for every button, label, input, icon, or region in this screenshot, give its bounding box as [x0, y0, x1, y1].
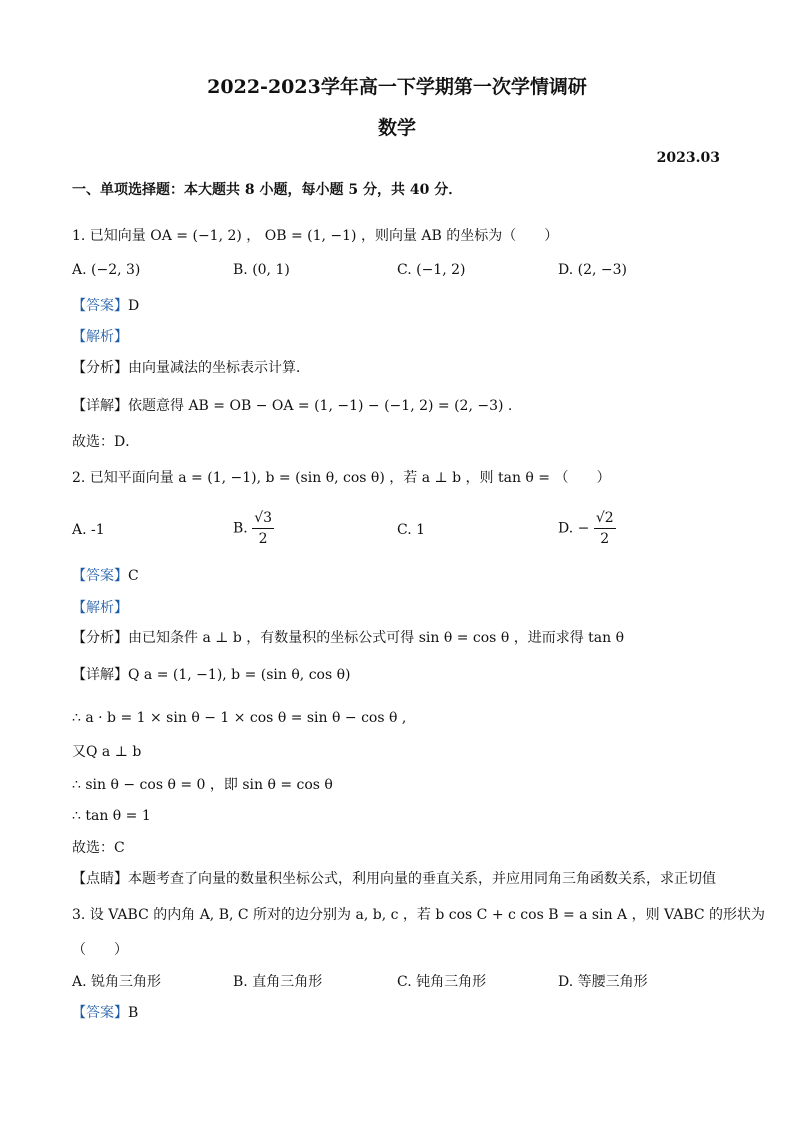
exam-date: 2023.03: [656, 150, 720, 166]
q2-analysis: [72, 598, 128, 618]
q1-stem: 1. 已知向量 OA = (−1, 2) ， OB = (1, −1) ，则向量 AB 的坐标为（ ）: [72, 228, 559, 244]
q2-step-1: ∴ a · b = 1 × sin θ − 1 × cos θ = sin θ − cos θ ,: [72, 710, 407, 726]
exam-subject: 数学: [377, 117, 416, 139]
q2-answer: [72, 566, 139, 586]
answer-value: D: [128, 298, 140, 314]
q3-option-a: A. 锐角三角形: [72, 974, 162, 990]
q2-step-3: ∴ sin θ − cos θ = 0 ，即 sin θ = cos θ: [72, 777, 333, 793]
analysis-tag: 【解析】: [72, 329, 128, 345]
q2-option-b: B. $\frac{√3}{2}$: [233, 510, 273, 547]
answer-tag: 【答案】: [72, 298, 128, 314]
q1-fenxi: [72, 358, 310, 378]
q2-xiangjie: [72, 665, 350, 685]
answer-tag: 【答案】: [72, 568, 128, 584]
q2-stem: 2. 已知平面向量 a = (1, −1), b = (sin θ, cos θ) ，若 a ⊥ b ，则 tan θ = （ ）: [72, 470, 611, 486]
q2-step-4: ∴ tan θ = 1: [72, 808, 151, 824]
answer-value: C: [128, 568, 139, 584]
fenxi-tag: 【分析】: [72, 630, 128, 646]
q1-xiangjie: [72, 396, 512, 416]
exam-title: 2022-2023学年高一下学期第一次学情调研: [207, 76, 587, 98]
xiangjie-tag: 【详解】: [72, 398, 128, 414]
q3-option-d: D. 等腰三角形: [558, 974, 648, 990]
fenxi-text: 由已知条件 a ⊥ b ，有数量积的坐标公式可得 sin θ = cos θ ，进而求得 tan θ: [128, 630, 625, 646]
answer-tag: 【答案】: [72, 1005, 128, 1021]
q2-dianjing: [72, 869, 716, 889]
xiangjie-text: Q a = (1, −1), b = (sin θ, cos θ): [128, 667, 351, 683]
q3-option-b: B. 直角三角形: [233, 974, 323, 990]
xiangjie-tag: 【详解】: [72, 667, 128, 683]
q1-option-b: B. (0, 1): [233, 262, 290, 278]
q1-option-d: D. (2, −3): [558, 262, 627, 278]
q1-option-c: C. (−1, 2): [397, 262, 466, 278]
q2-option-c: C. 1: [397, 522, 426, 538]
q2-conclusion: 故选：C: [72, 840, 125, 856]
q1-answer: [72, 296, 139, 316]
q2-step-2: 又Q a ⊥ b: [72, 744, 142, 760]
q3-stem: 3. 设 VABC 的内角 A, B, C 所对的边分别为 a, b, c ，若 b cos C + c cos B = a sin A ，则 VABC 的形状为: [72, 907, 766, 923]
q3-answer: [72, 1003, 138, 1023]
section-heading: 一、单项选择题：本大题共 8 小题，每小题 5 分，共 40 分．: [72, 182, 463, 198]
xiangjie-text: 依题意得 AB = OB − OA = (1, −1) − (−1, 2) = (2, −3) .: [128, 398, 513, 414]
analysis-tag: 【解析】: [72, 600, 128, 616]
q1-analysis: [72, 327, 128, 347]
dianjing-tag: 【点睛】: [72, 871, 128, 887]
fenxi-tag: 【分析】: [72, 360, 128, 376]
q2-option-d: D. − $\frac{√2}{2}$: [558, 510, 614, 547]
q2-option-b-fraction: $\frac{√3}{2}$: [254, 510, 273, 547]
q1-option-a: A. (−2, 3): [72, 262, 141, 278]
answer-value: B: [128, 1005, 139, 1021]
dianjing-text: 本题考查了向量的数量积坐标公式，利用向量的垂直关系，并应用同角三角函数关系，求正切值: [128, 871, 716, 887]
q2-option-a: A. -1: [72, 522, 105, 538]
q3-option-c: C. 钝角三角形: [397, 974, 487, 990]
q2-option-d-fraction: $\frac{√2}{2}$: [595, 510, 614, 547]
fenxi-text: 由向量减法的坐标表示计算．: [128, 360, 310, 376]
q1-conclusion: 故选：D．: [72, 434, 140, 450]
q3-stem-cont: （ ）: [72, 942, 128, 958]
q2-fenxi: [72, 628, 624, 648]
